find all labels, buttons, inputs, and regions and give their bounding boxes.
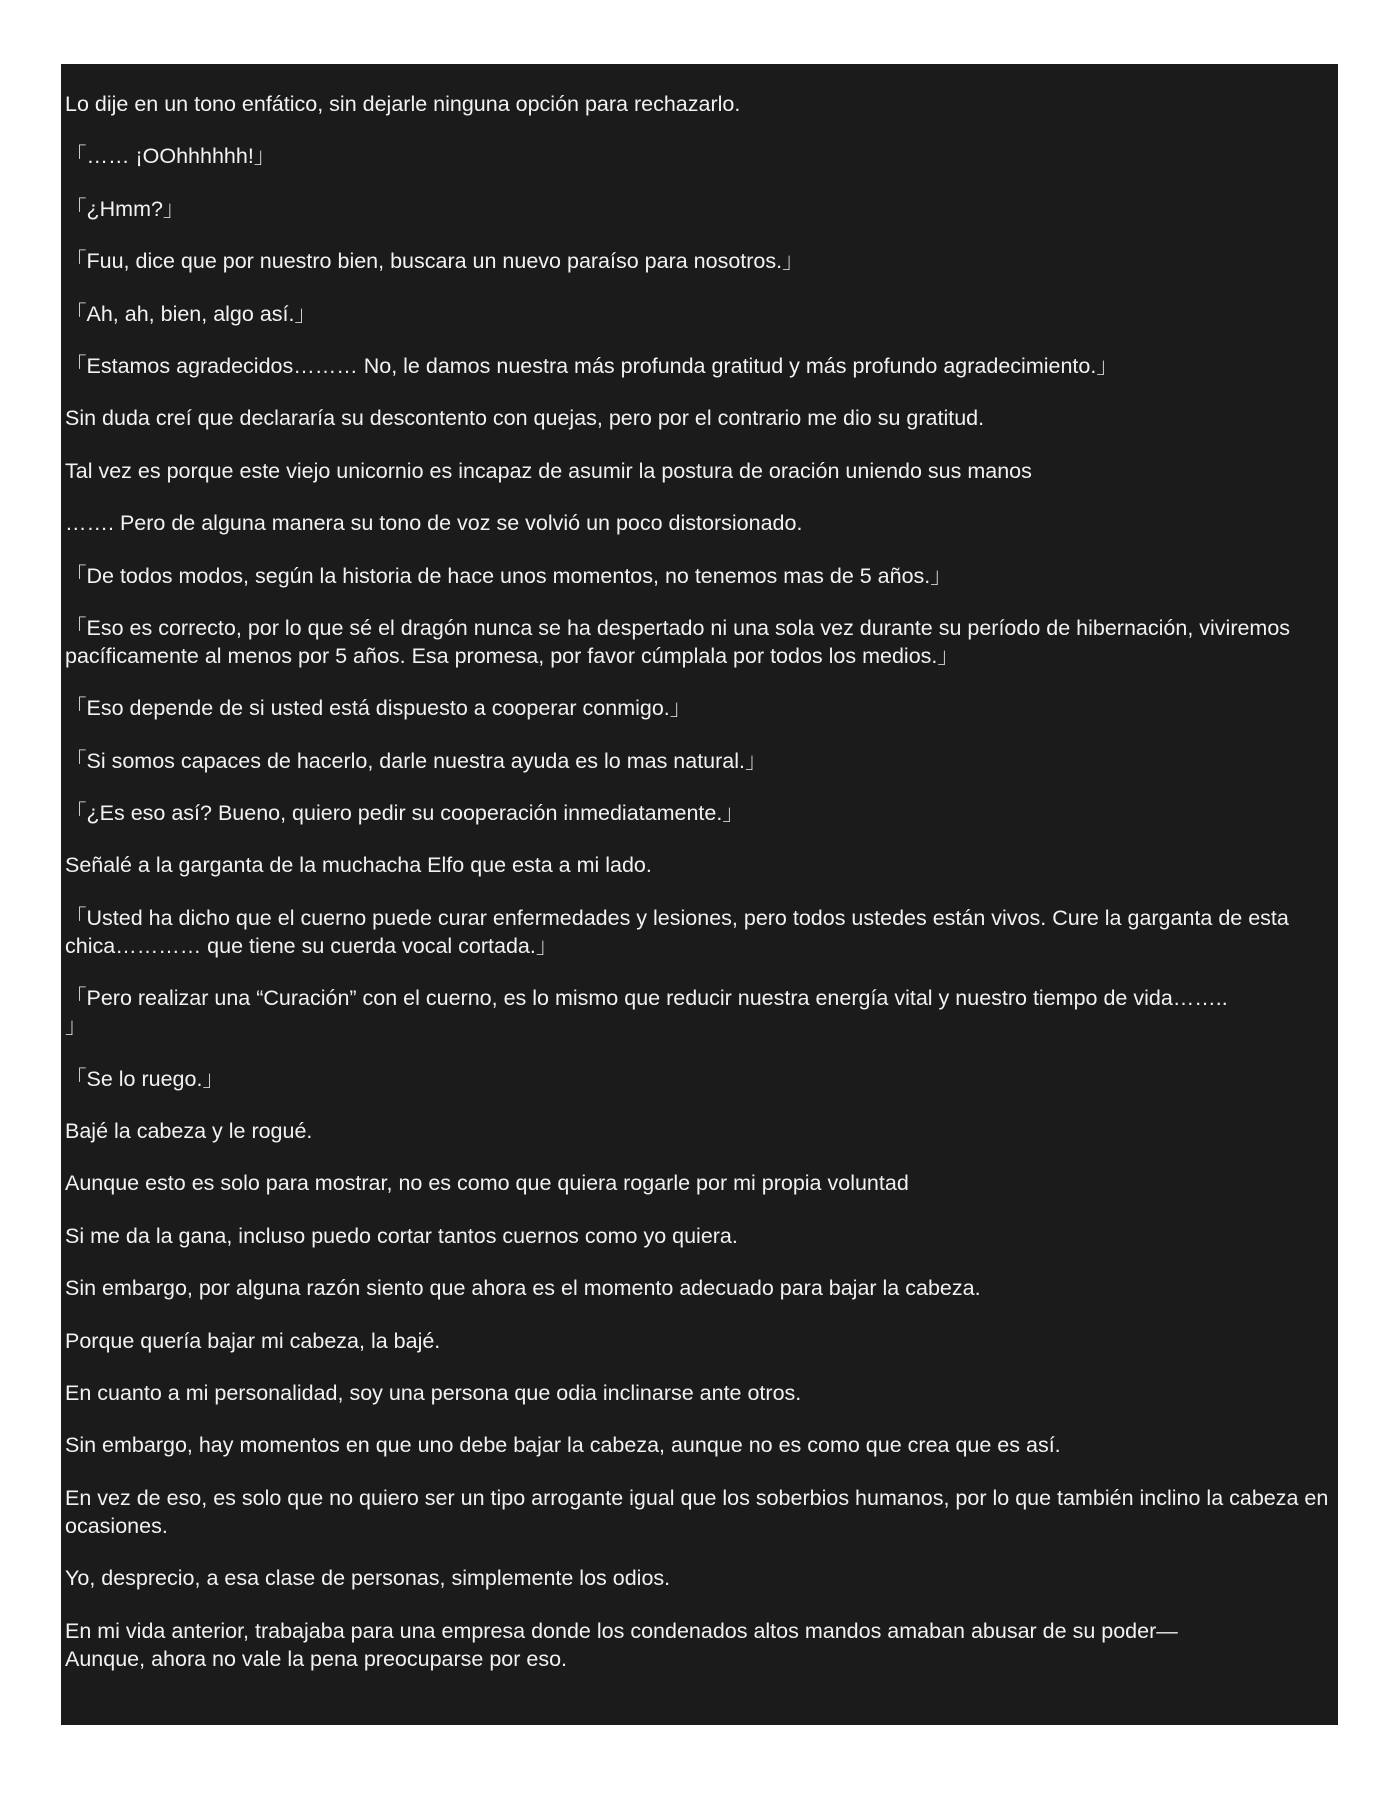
paragraph: Sin embargo, hay momentos en que uno debe bajar la cabeza, aunque no es como que crea que es así. (65, 1433, 1061, 1458)
dialogue-line: 「Estamos agradecidos……… No, le damos nuestra más profunda gratitud y más profundo agradecimiento.」 (65, 353, 1118, 378)
dialogue-line: 「De todos modos, según la historia de hace unos momentos, no tenemos mas de 5 años.」 (65, 563, 952, 588)
dialogue-line: 「Pero realizar una “Curación” con el cuerno, es lo mismo que reducir nuestra energía vital y nuestro tiempo de vida…….. 」 (65, 986, 1228, 1039)
dialogue-line: 「¿Es eso así? Bueno, quiero pedir su cooperación inmediatamente.」 (65, 801, 744, 826)
paragraph: Aunque esto es solo para mostrar, no es como que quiera rogarle por mi propia voluntad (65, 1171, 909, 1196)
paragraph: En vez de eso, es solo que no quiero ser un tipo arrogante igual que los soberbios humanos, por lo que también inclino la cabeza en ocasiones. (65, 1485, 1335, 1538)
paragraph: Tal vez es porque este viejo unicornio es incapaz de asumir la postura de oración uniendo sus manos (65, 458, 1032, 483)
paragraph: ……. Pero de alguna manera su tono de voz se volvió un poco distorsionado. (65, 511, 803, 536)
paragraph: En cuanto a mi personalidad, soy una persona que odia inclinarse ante otros. (65, 1380, 802, 1405)
dialogue-line: 「Eso depende de si usted está dispuesto a cooperar conmigo.」 (65, 696, 692, 721)
paragraph: Si me da la gana, incluso puedo cortar tantos cuernos como yo quiera. (65, 1223, 738, 1248)
paragraph: Sin duda creí que declararía su descontento con quejas, pero por el contrario me dio su gratitud. (65, 406, 985, 431)
dialogue-line: 「Ah, ah, bien, algo así.」 (65, 301, 316, 326)
paragraph: Porque quería bajar mi cabeza, la bajé. (65, 1328, 441, 1353)
dialogue-line: 「Eso es correcto, por lo que sé el dragón nunca se ha despertado ni una sola vez durante su período de hibernación, viviremos pacíficamente al menos por 5 años. Esa promesa, por favor cúmplala por todos los medios.」 (65, 615, 1297, 668)
dialogue-line: 「Usted ha dicho que el cuerno puede curar enfermedades y lesiones, pero todos ustedes están vivos. Cure la garganta de esta chica………… que tiene su cuerda vocal cortada.」 (65, 905, 1295, 958)
dialogue-line: 「…… ¡OOhhhhhh!」 (65, 144, 276, 169)
paragraph: Lo dije en un tono enfático, sin dejarle ninguna opción para rechazarlo. (65, 92, 741, 116)
dialogue-line: 「Fuu, dice que por nuestro bien, buscara un nuevo paraíso para nosotros.」 (65, 249, 804, 274)
dialogue-line: 「Se lo ruego.」 (65, 1066, 224, 1091)
page-panel (61, 64, 1338, 1725)
paragraph: En mi vida anterior, trabajaba para una empresa donde los condenados altos mandos amaban abusar de su poder— Aunque, ahora no vale la pena preocuparse por eso. (65, 1618, 1178, 1671)
paragraph: Señalé a la garganta de la muchacha Elfo que esta a mi lado. (65, 853, 652, 878)
paragraph: Sin embargo, por alguna razón siento que ahora es el momento adecuado para bajar la cabeza. (65, 1276, 981, 1301)
paragraph: Yo, desprecio, a esa clase de personas, simplemente los odios. (65, 1566, 671, 1591)
paragraph: Bajé la cabeza y le rogué. (65, 1119, 313, 1144)
dialogue-line: 「Si somos capaces de hacerlo, darle nuestra ayuda es lo mas natural.」 (65, 748, 767, 773)
dialogue-line: 「¿Hmm?」 (65, 196, 185, 221)
